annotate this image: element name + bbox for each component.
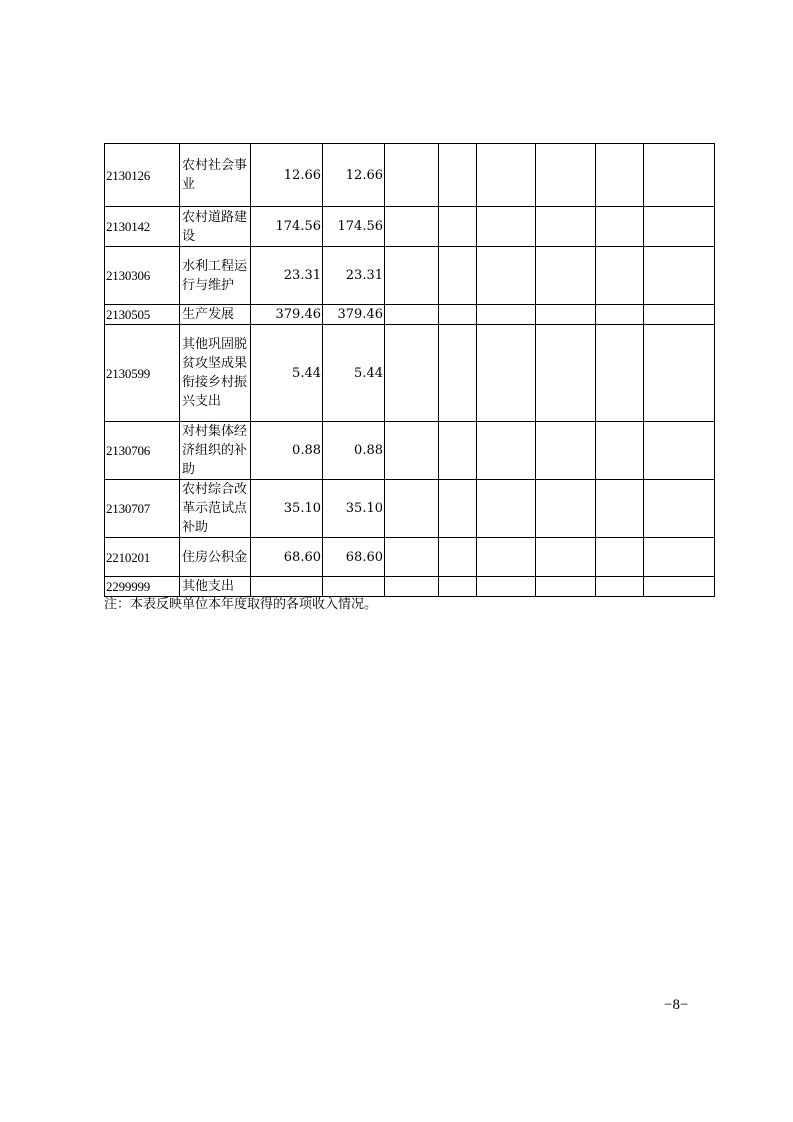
empty-cell [385, 207, 439, 247]
row-name: 农村综合改革示范试点补助 [180, 480, 251, 538]
empty-cell [477, 207, 536, 247]
empty-cell [536, 577, 596, 597]
empty-cell [477, 305, 536, 325]
row-value: 5.44 [323, 325, 385, 422]
row-code: 2130126 [105, 144, 180, 207]
table-row [105, 422, 715, 480]
income-table [104, 143, 715, 597]
empty-cell [439, 577, 477, 597]
row-value: 68.60 [323, 538, 385, 577]
row-code: 2210201 [105, 538, 180, 577]
empty-cell [385, 577, 439, 597]
empty-cell [536, 207, 596, 247]
empty-cell [439, 422, 477, 480]
row-value: 379.46 [323, 305, 385, 325]
empty-cell [644, 144, 715, 207]
table-row [105, 207, 715, 247]
empty-cell [644, 305, 715, 325]
empty-cell [536, 305, 596, 325]
table-note: 注：本表反映单位本年度取得的各项收入情况。 [104, 597, 378, 612]
row-code: 2130505 [105, 305, 180, 325]
empty-cell [439, 538, 477, 577]
empty-cell [644, 480, 715, 538]
empty-cell [644, 325, 715, 422]
empty-cell [385, 480, 439, 538]
row-name: 住房公积金 [180, 538, 251, 577]
empty-cell [439, 480, 477, 538]
empty-cell [385, 422, 439, 480]
empty-cell [477, 325, 536, 422]
row-value: 379.46 [251, 305, 323, 325]
empty-cell [536, 538, 596, 577]
empty-cell [477, 247, 536, 305]
empty-cell [439, 325, 477, 422]
empty-cell [439, 144, 477, 207]
empty-cell [644, 538, 715, 577]
empty-cell [536, 422, 596, 480]
empty-cell [439, 247, 477, 305]
row-name: 其他支出 [180, 577, 251, 597]
row-code: 2130306 [105, 247, 180, 305]
table-row [105, 305, 715, 325]
empty-cell [439, 305, 477, 325]
empty-cell [596, 144, 644, 207]
row-code: 2130142 [105, 207, 180, 247]
empty-cell [536, 480, 596, 538]
empty-cell [385, 144, 439, 207]
empty-cell [644, 577, 715, 597]
empty-cell [477, 144, 536, 207]
empty-cell [385, 305, 439, 325]
empty-cell [439, 207, 477, 247]
row-name: 其他巩固脱贫攻坚成果衔接乡村振兴支出 [180, 325, 251, 422]
row-value: 12.66 [251, 144, 323, 207]
empty-cell [644, 207, 715, 247]
empty-cell [477, 577, 536, 597]
row-code: 2130599 [105, 325, 180, 422]
row-value: 23.31 [251, 247, 323, 305]
row-name: 对村集体经济组织的补助 [180, 422, 251, 480]
row-value: 174.56 [323, 207, 385, 247]
empty-cell [536, 325, 596, 422]
empty-cell [644, 422, 715, 480]
empty-cell [596, 305, 644, 325]
empty-cell [596, 577, 644, 597]
row-name: 水利工程运行与维护 [180, 247, 251, 305]
page-number: −8− [664, 997, 689, 1013]
row-value: 35.10 [323, 480, 385, 538]
table-row [105, 247, 715, 305]
row-code: 2299999 [105, 577, 180, 597]
empty-cell [385, 247, 439, 305]
row-code: 2130706 [105, 422, 180, 480]
empty-cell [536, 144, 596, 207]
empty-cell [477, 480, 536, 538]
empty-cell [385, 538, 439, 577]
row-value: 12.66 [323, 144, 385, 207]
row-value: 0.88 [323, 422, 385, 480]
empty-cell [385, 325, 439, 422]
table-row [105, 325, 715, 422]
empty-cell [596, 325, 644, 422]
row-value: 0.88 [251, 422, 323, 480]
row-code: 2130707 [105, 480, 180, 538]
row-name: 农村社会事业 [180, 144, 251, 207]
row-name: 生产发展 [180, 305, 251, 325]
table-row [105, 577, 715, 597]
empty-cell [644, 247, 715, 305]
table-row [105, 538, 715, 577]
row-value: 23.31 [323, 247, 385, 305]
row-value: 68.60 [251, 538, 323, 577]
empty-cell [477, 422, 536, 480]
empty-cell [596, 247, 644, 305]
empty-cell [536, 247, 596, 305]
empty-cell [596, 480, 644, 538]
row-value: 5.44 [251, 325, 323, 422]
empty-cell [477, 538, 536, 577]
empty-cell [596, 422, 644, 480]
row-name: 农村道路建设 [180, 207, 251, 247]
empty-cell [596, 207, 644, 247]
empty-cell [596, 538, 644, 577]
row-value [251, 577, 323, 597]
table-row [105, 480, 715, 538]
row-value: 174.56 [251, 207, 323, 247]
row-value: 35.10 [251, 480, 323, 538]
table-row [105, 144, 715, 207]
row-value [323, 577, 385, 597]
